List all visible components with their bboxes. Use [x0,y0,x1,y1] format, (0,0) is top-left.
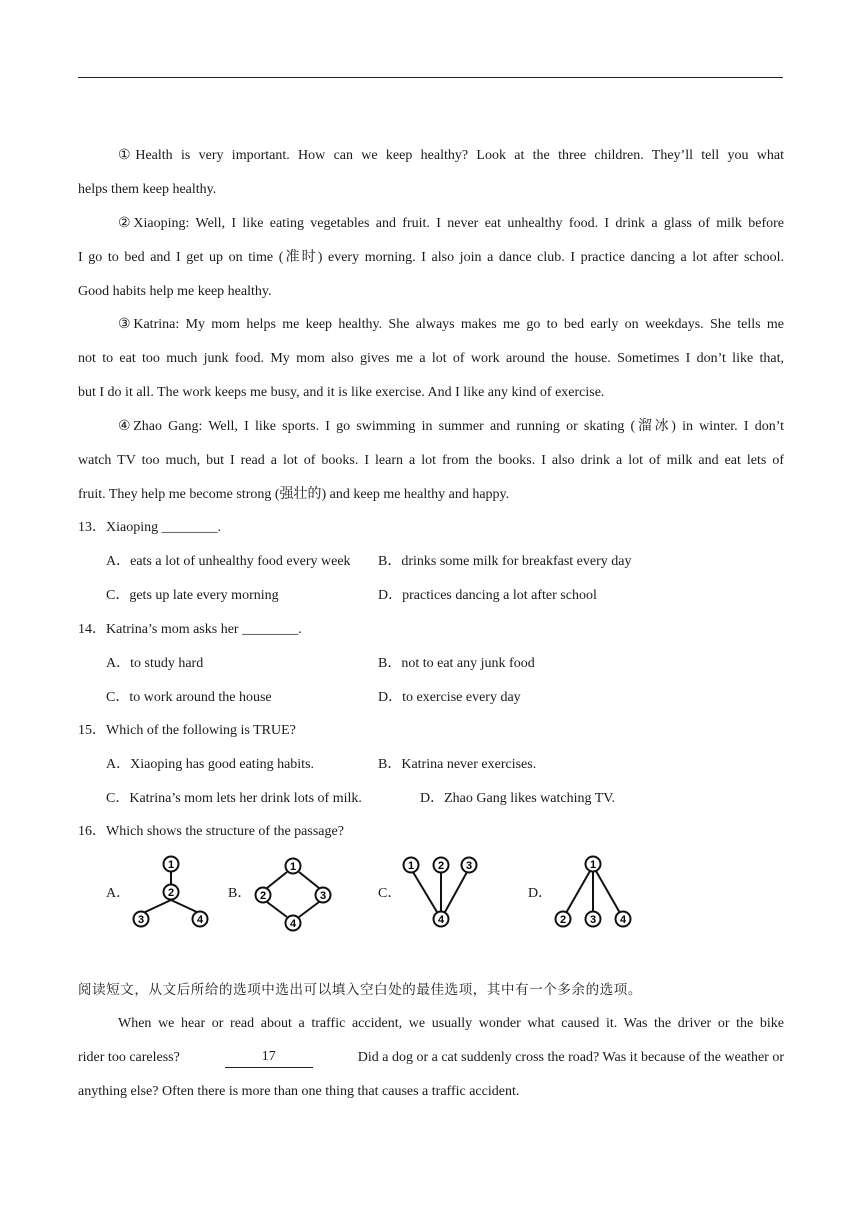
node-2-label: 2 [437,860,445,872]
node-4-label: 4 [437,914,445,926]
q16-option-d-label[interactable]: D． [528,886,553,901]
q14-option-a[interactable]: A．to study hard [106,656,204,671]
blank-17[interactable]: 17 [225,1048,313,1068]
node-4-label: 4 [289,918,297,930]
question-15-stem: 15．Which of the following is TRUE? [78,723,296,738]
section2-line-3: anything else? Often there is more than one thing that causes a traffic accident. [78,1084,520,1099]
passage-paragraph-4-end: fruit. They help me become strong (强壮的) and keep me healthy and happy. [78,487,510,502]
node-3-label: 3 [319,890,327,902]
passage-paragraph-4: ④Zhao Gang: Well, I like sports. I go swimming in summer and running or skating (溜冰) in winter. I don’t [118,419,784,434]
q15-option-a[interactable]: A．Xiaoping has good eating habits. [106,757,315,772]
q15-option-c[interactable]: C．Katrina’s mom lets her drink lots of milk. [106,791,362,806]
node-1-label: 1 [167,859,175,871]
node-2-label: 2 [259,890,267,902]
passage-paragraph-2-end: Good habits help me keep healthy. [78,284,272,299]
header-rule [78,77,783,78]
q14-option-d[interactable]: D．to exercise every day [378,690,521,705]
q13-option-c[interactable]: C．gets up late every morning [106,588,279,603]
node-4-label: 4 [196,914,204,926]
q16-option-a-label[interactable]: A． [106,886,131,901]
q16-option-c-label[interactable]: C． [378,886,402,901]
q16-option-b-label[interactable]: B． [228,886,252,901]
passage-paragraph-1: ①Health is very important. How can we keep healthy? Look at the three children. They’ll tell you what [118,148,784,163]
q13-option-b[interactable]: B．drinks some milk for breakfast every day [378,554,632,569]
section2-line-2-end: Did a dog or a cat suddenly cross the road? Was it because of the weather or [357,1050,784,1065]
passage-paragraph-3-end: but I do it all. The work keeps me busy, and it is like exercise. And I like any kind of exercise. [78,385,605,400]
node-3-label: 3 [589,914,597,926]
node-3-label: 3 [465,860,473,872]
node-4-label: 4 [619,914,627,926]
section2-line-2 [78,1048,784,1068]
question-14-stem: 14．Katrina’s mom asks her ________. [78,622,302,637]
q16-option-b-diagram[interactable] [248,852,338,934]
passage-paragraph-2-cont: I go to bed and I get up on time (准时) every morning. I also join a dance club. I practice dancing a lot after school. [78,250,784,265]
q13-option-a[interactable]: A．eats a lot of unhealthy food every week [106,554,351,569]
q14-option-c[interactable]: C．to work around the house [106,690,272,705]
passage-paragraph-4-cont: watch TV too much, but I read a lot of books. I learn a lot from the books. I also drink a lot of milk and eat lets of [78,453,784,468]
node-3-label: 3 [137,914,145,926]
question-16-stem: 16．Which shows the structure of the passage? [78,824,344,839]
node-1-label: 1 [589,859,597,871]
q16-option-c-diagram[interactable] [396,852,486,934]
section2-line-1: When we hear or read about a traffic accident, we usually wonder what caused it. Was the driver or the bike [118,1016,784,1031]
node-2-label: 2 [167,887,175,899]
node-1-label: 1 [407,860,415,872]
passage-paragraph-3: ③Katrina: My mom helps me keep healthy. She always makes me go to bed early on weekdays. She tells me [118,317,784,332]
passage-paragraph-1-cont: helps them keep healthy. [78,182,217,197]
node-1-label: 1 [289,861,297,873]
q15-option-b[interactable]: B．Katrina never exercises. [378,757,537,772]
q16-option-a-diagram[interactable] [126,852,212,934]
node-2-label: 2 [559,914,567,926]
q15-option-d[interactable]: D．Zhao Gang likes watching TV. [420,791,616,806]
passage-paragraph-3-cont: not to eat too much junk food. My mom also gives me a lot of work around the house. Sometimes I don’t like that, [78,351,784,366]
passage-paragraph-2: ②Xiaoping: Well, I like eating vegetables and fruit. I never eat unhealthy food. I drink a glass of milk before [118,216,784,231]
section-instruction: 阅读短文，从文后所给的选项中选出可以填入空白处的最佳选项，其中有一个多余的选项。 [78,982,642,998]
q13-option-d[interactable]: D．practices dancing a lot after school [378,588,597,603]
q14-option-b[interactable]: B．not to eat any junk food [378,656,535,671]
question-13-stem: 13．Xiaoping ________. [78,520,222,535]
q16-option-d-diagram[interactable] [548,852,638,934]
section2-line-2-start: rider too careless? [78,1050,180,1065]
